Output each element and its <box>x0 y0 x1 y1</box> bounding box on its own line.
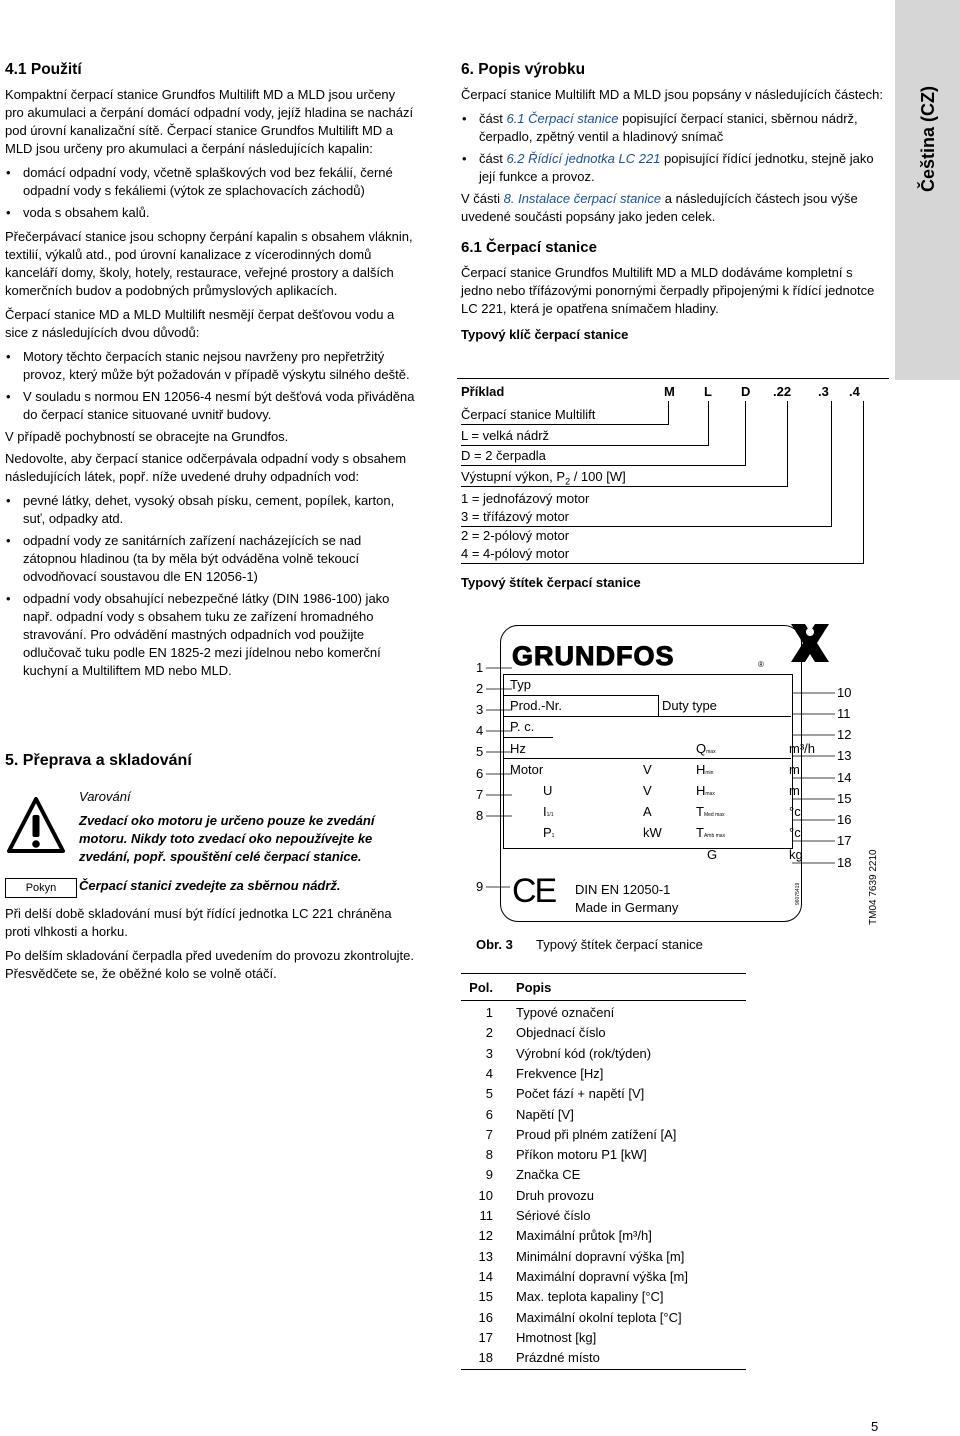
figure-tm-code: TM04 7639 2210 <box>868 849 879 925</box>
nameplate-unit-v: V <box>643 762 652 777</box>
nameplate-prod-nr: Prod.-Nr. <box>510 698 563 713</box>
nameplate-title: Typový štítek čerpací stanice <box>461 575 641 590</box>
callout-number: 13 <box>837 748 852 763</box>
type-key-row: D = 2 čerpadla <box>461 447 745 466</box>
table-row <box>461 1247 741 1267</box>
nameplate-typ: Typ <box>510 677 531 692</box>
table-cell-desc: Maximální dopravní výška [m] <box>516 1268 688 1284</box>
table-row <box>461 1145 741 1165</box>
figure-caption: Typový štítek čerpací stanice <box>536 937 703 952</box>
type-key-row: Čerpací stanice Multilift <box>461 406 668 425</box>
table-cell-pos: 15 <box>478 1289 493 1305</box>
table-cell-desc: Druh provozu <box>516 1187 595 1203</box>
table-cell-pos: 13 <box>478 1248 493 1264</box>
table-cell-desc: Objednací číslo <box>516 1025 606 1041</box>
nameplate-p: P1 <box>543 825 555 840</box>
table-row <box>461 1206 741 1226</box>
table-row <box>461 1105 741 1125</box>
list-item: • pevné látky, dehet, vysoký obsah písku, cement, popílek, karton, suť, odpadky atd. <box>5 492 417 528</box>
type-key-connector <box>745 401 746 466</box>
nameplate-unit-c: °c <box>789 804 801 819</box>
paragraph: V případě pochybností se obracejte na Grundfos. <box>5 429 289 444</box>
type-key-code-phase: .3 <box>818 384 829 399</box>
type-key-row: Výstupní výkon, $P_2 / 100$ [W] <box>461 468 787 487</box>
nameplate-unit-c: °c <box>789 825 801 840</box>
language-tab-label: Čeština (CZ) <box>917 85 938 193</box>
section-4-1-intro: Kompaktní čerpací stanice Grundfos Multilift MD a MLD jsou určeny pro akumulaci a čerpání domácí odpadní vody, jejíž hladina se nachází pod úrovní kanalizační sítě. Čerpací stanice Grundfos Multilift MD a MLD jsou určeny pro akumulaci a čerpání následujících kapalin: <box>5 87 414 156</box>
table-cell-desc: Značka CE <box>516 1167 581 1183</box>
list-item: • domácí odpadní vody, včetně splaškových vod bez fekálií, černé odpadní vody s fekáliemi (výtok ze splachovacích záchodů) <box>5 164 417 200</box>
callout-number: 17 <box>837 833 852 848</box>
list-item: • odpadní vody ze sanitárních zařízení nacházejících se nad zátopnou hladinou (ta by měla být odváděna volně tekoucí odvodňovací soustavou dle EN 12056-1) <box>5 532 417 586</box>
table-header: Pol. Popis <box>469 980 552 995</box>
table-cell-desc: Příkon motoru P1 [kW] <box>516 1147 647 1163</box>
list-item: • odpadní vody obsahující nebezpečné látky (DIN 1986-100) jako např. odpadní vody s obsahem tuku ze zařízení hromadného stravování. Pro odvádění mastných odpadních vod použijte odlučovač tuku podle EN 1825-2 mezi jídelnou nebo komerční kuchyní a Multiliftem MD nebo MLD. <box>5 590 417 680</box>
type-key-row: 4 = 4-pólový motor <box>461 545 863 564</box>
table-cell-pos: 16 <box>478 1309 493 1325</box>
table-cell-pos: 9 <box>485 1167 493 1183</box>
table-row <box>461 1084 741 1104</box>
list-item: • voda s obsahem kalů. <box>5 204 417 222</box>
table-cell-pos: 18 <box>478 1350 493 1366</box>
callout-number: 1 <box>476 660 484 675</box>
type-key-row: 1 = jednofázový motor <box>461 491 590 506</box>
table-cell-desc: Maximální průtok [m³/h] <box>516 1228 652 1244</box>
type-key-connector <box>787 401 788 487</box>
link-6-2[interactable]: 6.2 Řídící jednotka LC 221 <box>506 151 661 166</box>
type-key-code-m: M <box>664 384 675 399</box>
table-cell-pos: 12 <box>478 1228 493 1244</box>
nameplate-small-code: 96075419 <box>795 882 801 905</box>
callout-number: 8 <box>476 808 484 823</box>
table-row <box>461 1308 741 1328</box>
type-key-connector <box>668 401 669 425</box>
table-row <box>461 1186 741 1206</box>
type-key-connector <box>708 401 709 446</box>
table-row <box>461 1003 741 1023</box>
type-key-row: 3 = třífázový motor <box>461 508 831 527</box>
callout-number: 14 <box>837 770 852 785</box>
table-cell-desc: Maximální okolní teplota [°C] <box>516 1309 682 1325</box>
link-6-1[interactable]: 6.1 Čerpací stanice <box>506 111 619 126</box>
table-cell-desc: Počet fází + napětí [V] <box>516 1086 645 1102</box>
type-key-row: L = velká nádrž <box>461 427 708 446</box>
table-rule <box>461 973 746 974</box>
table-row <box>461 1226 741 1246</box>
table-cell-desc: Proud při plném zatížení [A] <box>516 1126 677 1142</box>
table-cell-desc: Hmotnost [kg] <box>516 1329 597 1345</box>
type-key-title: Typový klíč čerpací stanice <box>461 327 629 342</box>
table-row <box>461 1165 741 1185</box>
type-key-code-poles: .4 <box>849 384 860 399</box>
table-cell-pos: 17 <box>478 1329 493 1345</box>
table-cell-pos: 14 <box>478 1268 493 1284</box>
nameplate-pc: P. c. <box>510 719 535 734</box>
nameplate-unit-m: m <box>789 783 800 798</box>
table-row <box>461 1023 741 1043</box>
table-cell-pos: 11 <box>479 1208 493 1223</box>
note-label: Pokyn <box>5 878 77 898</box>
callout-number: 16 <box>837 812 852 827</box>
callout-leader-lines <box>470 650 845 900</box>
link-8[interactable]: 8. Instalace čerpací stanice <box>503 191 662 206</box>
table-row <box>461 1287 741 1307</box>
table-cell-pos: 3 <box>485 1045 493 1061</box>
paragraph: Po delším skladování čerpadla před uvedením do provozu zkontrolujte. Přesvědčete se, že oběžné kolo se volně otáčí. <box>5 948 415 981</box>
table-cell-pos: 1 <box>485 1005 493 1020</box>
nameplate-unit-m3h: m³/h <box>789 741 815 756</box>
callout-number: 9 <box>476 879 484 894</box>
nameplate-tmed: TMed max <box>696 804 725 819</box>
callout-number: 3 <box>476 702 484 717</box>
table-cell-pos: 8 <box>485 1147 493 1163</box>
storage-text <box>5 905 417 983</box>
warning-title: Varování <box>79 789 131 804</box>
paragraph: Přečerpávací stanice jsou schopny čerpání kapalin s obsahem vláknin, textilií, výkalů atd., pod úrovní kanalizace z vícerodinných domů kanceláří domy, školy, hotely, restaurace, veřejné prostory a dalších komerčních budov a podobných průmyslových aplikacích. <box>5 229 413 298</box>
paragraph: V části 8. Instalace čerpací stanice a následujících částech jsou výše uvedené součásti popsány jako jeden celek. <box>461 191 858 224</box>
list-item: • část 6.1 Čerpací stanice popisující čerpací stanici, sběrnou nádrž, čerpadlo, zpětný ventil a hladinový snímač <box>461 110 886 146</box>
callout-number: 6 <box>476 766 484 781</box>
table-rule <box>461 1369 746 1370</box>
table-cell-pos: 5 <box>485 1086 493 1102</box>
trademark-icon: ® <box>758 660 764 669</box>
list-item: • V souladu s normou EN 12056-4 nesmí být dešťová voda přiváděna do čerpací stanice situované uvnitř budovy. <box>5 388 417 424</box>
type-key-top-rule <box>457 378 889 379</box>
section-5-title: 5. Přeprava a skladování <box>5 752 192 769</box>
callout-number: 4 <box>476 723 484 738</box>
table-cell-desc: Napětí [V] <box>516 1106 574 1122</box>
warning-text: Zvedací oko motoru je určeno pouze ke zvedání motoru. Nikdy toto zvedací oko nepoužívejte ke zvedání, popř. spouštění celé čerpací stanice. <box>79 813 375 864</box>
type-key-connector <box>863 401 864 564</box>
table-row <box>461 1064 741 1084</box>
list-item: • část 6.2 Řídící jednotka LC 221 popisující řídící jednotku, stejně jako její funkce a provoz. <box>461 150 886 186</box>
table-cell-desc: Prázdné místo <box>516 1350 600 1366</box>
table-cell-pos: 4 <box>485 1065 493 1081</box>
nameplate-unit-m: m <box>789 762 800 777</box>
callout-number: 10 <box>837 685 852 700</box>
type-key-code-l: L <box>704 384 712 399</box>
callout-number: 11 <box>837 706 851 721</box>
paragraph: Nedovolte, aby čerpací stanice odčerpávala odpadní vody s obsahem následujících látek, popř. níže uvedené druhy odpadních vod: <box>5 451 407 484</box>
table-row <box>461 1348 741 1368</box>
table-cell-pos: 10 <box>478 1187 493 1203</box>
table-cell-pos: 6 <box>485 1106 493 1122</box>
table-cell-desc: Výrobní kód (rok/týden) <box>516 1045 652 1061</box>
table-cell-desc: Max. teplota kapaliny [°C] <box>516 1289 664 1305</box>
callout-number: 2 <box>476 681 484 696</box>
page-number: 5 <box>871 1419 879 1434</box>
nameplate-i: I1/1 <box>543 804 554 819</box>
paragraph: Při delší době skladování musí být řídící jednotka LC 221 chráněna proti vlhkosti a horku. <box>5 906 392 939</box>
table-rule <box>461 1000 746 1001</box>
callout-number: 5 <box>476 744 484 759</box>
type-key-connector <box>831 401 832 527</box>
nameplate-tamb: TAmb max <box>696 825 726 840</box>
paragraph: Čerpací stanice Grundfos Multilift MD a MLD dodáváme kompletní s jedno nebo třífázovými ponornými čerpadly připojenými k řídící jednotce LC 221, která je opatřena snímačem hladiny. <box>461 265 875 316</box>
table-cell-desc: Sériové číslo <box>516 1208 591 1223</box>
section-4-1-title: 4.1 Použití <box>5 61 82 78</box>
table-row <box>461 1044 741 1064</box>
table-row <box>461 1328 741 1348</box>
warning-block <box>79 788 419 866</box>
paragraph: Čerpací stanice MD a MLD Multilift nesmějí čerpat dešťovou vodu a sice z následujících dvou důvodů: <box>5 307 395 340</box>
nameplate-unit-v: V <box>643 783 652 798</box>
nameplate-hmax: Hmax <box>696 783 715 798</box>
nameplate-unit-kw: kW <box>643 825 662 840</box>
figure-label: Obr. 3 <box>476 937 513 952</box>
nameplate-q: Qmax <box>696 741 716 756</box>
right-column <box>461 60 886 344</box>
type-key-example-label: Příklad <box>461 384 505 399</box>
note-text: Čerpací stanici zvedejte za sběrnou nádrž. <box>79 878 341 893</box>
nameplate-hz: Hz <box>510 741 526 756</box>
table-row <box>461 1125 741 1145</box>
table-cell-pos: 2 <box>485 1025 493 1041</box>
nameplate-hmin: Hmin <box>696 762 714 777</box>
list-item: • Motory těchto čerpacích stanic nejsou navrženy pro nepřetržitý provoz, který může být požadován v případě výskytu silného deště. <box>5 348 417 384</box>
type-key-code-d: D <box>741 384 751 399</box>
section-6-1-title: 6.1 Čerpací stanice <box>461 239 597 256</box>
nameplate-unit-a: A <box>643 804 652 819</box>
nameplate-g: G <box>707 847 718 862</box>
table-row <box>461 1267 741 1287</box>
nameplate-made: Made in Germany <box>575 900 679 915</box>
table-cell-pos: 7 <box>485 1126 493 1142</box>
type-key-code-power: .22 <box>773 384 792 399</box>
ce-mark-icon: CE <box>512 872 556 910</box>
table-cell-desc: Typové označení <box>516 1005 615 1020</box>
nameplate-unit-kg: kg <box>789 847 803 862</box>
table-cell-desc: Minimální dopravní výška [m] <box>516 1248 685 1264</box>
section-6-intro: Čerpací stanice Multilift MD a MLD jsou popsány v následujících částech: <box>461 87 883 102</box>
warning-triangle-icon <box>6 795 66 855</box>
callout-number: 15 <box>837 791 852 806</box>
table-cell-desc: Frekvence [Hz] <box>516 1065 604 1081</box>
nameplate-motor: Motor <box>510 762 544 777</box>
left-column <box>5 60 417 680</box>
nameplate-u: U <box>543 783 553 798</box>
type-key-row: 2 = 2-pólový motor <box>461 528 570 543</box>
nameplate-din: DIN EN 12050-1 <box>575 882 671 897</box>
callout-number: 12 <box>837 727 852 742</box>
nameplate-duty-type: Duty type <box>662 698 717 713</box>
callout-number: 7 <box>476 787 484 802</box>
callout-number: 18 <box>837 855 852 870</box>
grundfos-logo-text: GRUNDFOS <box>512 641 675 671</box>
section-6-title: 6. Popis výrobku <box>461 61 586 78</box>
language-tab <box>895 0 960 380</box>
